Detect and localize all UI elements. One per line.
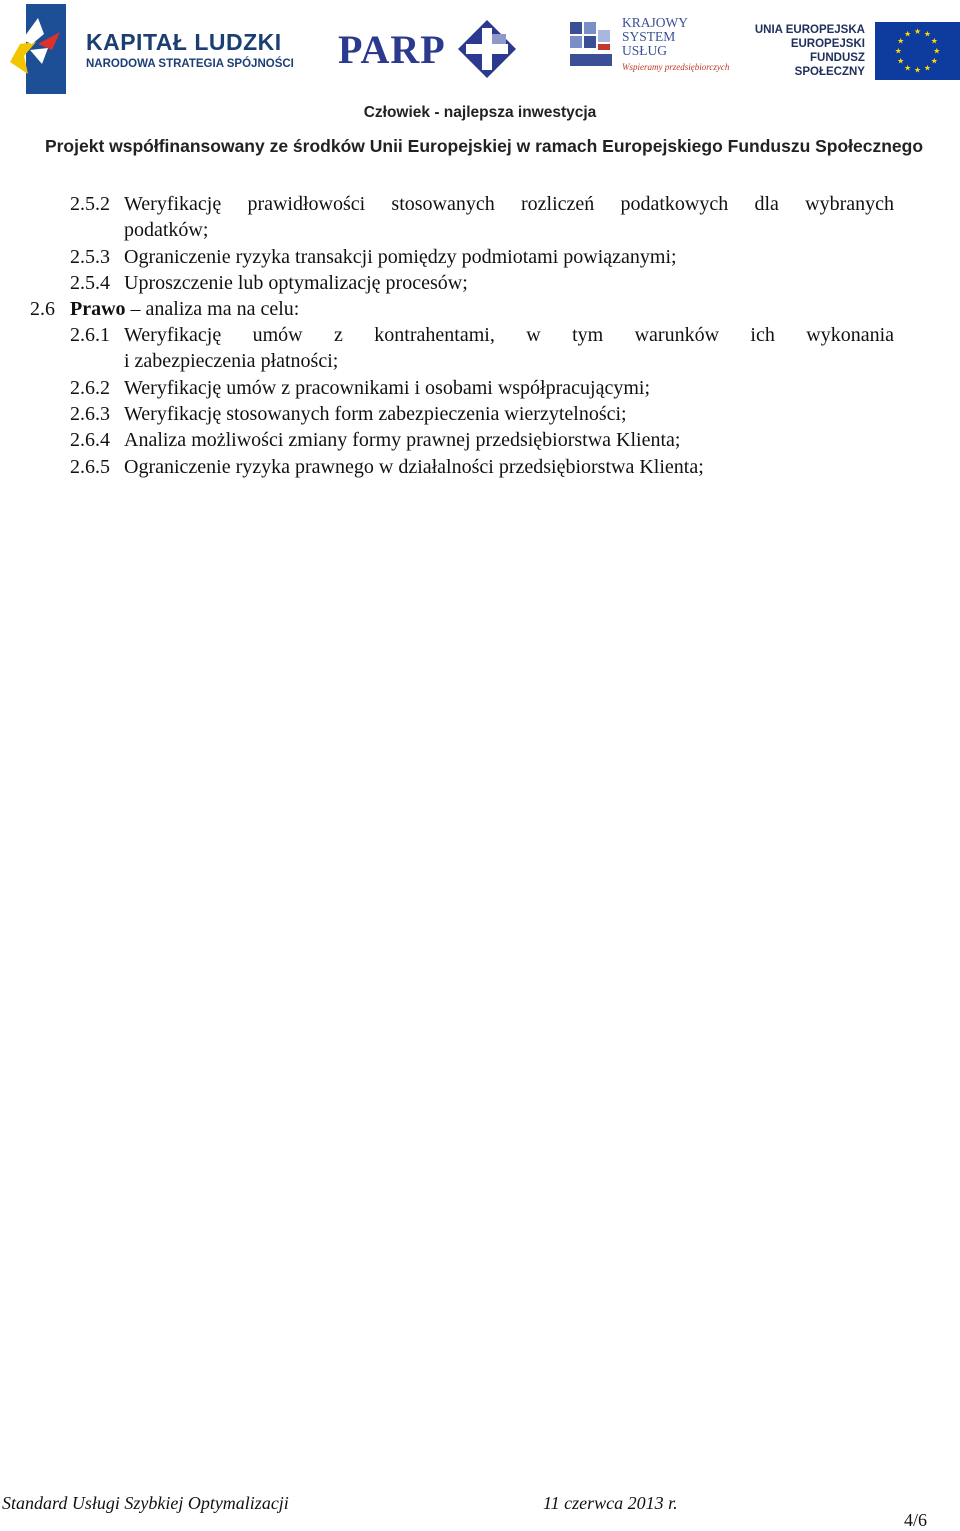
svg-text:★: ★ <box>923 63 931 73</box>
page-number: 4/6 <box>904 1510 928 1530</box>
item-text: Weryfikację prawidłowości stosowanych rozliczeń podatkowych dla wybranych <box>124 193 894 215</box>
item-text: Uproszczenie lub optymalizację procesów; <box>124 272 468 294</box>
ksu-line2: SYSTEM <box>622 29 676 44</box>
item-number: 2.5.4 <box>70 272 110 294</box>
item-text: Ograniczenie ryzyka transakcji pomiędzy podmiotami powiązanymi; <box>124 246 677 268</box>
item-number: 2.6.2 <box>70 377 110 399</box>
svg-text:★: ★ <box>904 63 912 73</box>
slogan: Człowiek - najlepsza inwestycja <box>363 104 597 121</box>
item-number: 2.6.5 <box>70 456 110 478</box>
page-header <box>0 0 960 170</box>
item-text: Weryfikację stosowanych form zabezpieczenia wierzytelności; <box>124 403 627 425</box>
kapital-ludzki-logo <box>8 4 294 94</box>
svg-text:★: ★ <box>897 56 905 66</box>
svg-text:★: ★ <box>933 46 941 56</box>
ksu-line1: KRAJOWY <box>622 15 688 30</box>
item-text-continued: podatków; <box>124 219 209 241</box>
item-number: 2.6.1 <box>70 324 110 346</box>
svg-text:★: ★ <box>897 36 905 46</box>
svg-text:★: ★ <box>930 56 938 66</box>
svg-text:★: ★ <box>913 27 922 37</box>
parp-logo <box>338 18 518 80</box>
item-text: Weryfikację umów z kontrahentami, w tym warunków ich wykonania <box>124 324 894 346</box>
kapital-ludzki-emblem-icon <box>8 4 68 94</box>
svg-text:★: ★ <box>930 36 938 46</box>
eu-line3: FUNDUSZ SPOŁECZNY <box>794 52 865 78</box>
kapital-ludzki-title: KAPITAŁ LUDZKI <box>86 28 282 55</box>
item-text: Weryfikację umów z pracownikami i osobami współpracującymi; <box>124 377 651 399</box>
eu-logo <box>738 22 960 80</box>
section-heading <box>70 297 299 321</box>
eu-flag-icon <box>875 22 960 80</box>
item-number: 2.5.3 <box>70 246 110 268</box>
ksu-logo <box>570 16 729 74</box>
svg-text:★: ★ <box>904 29 912 39</box>
ksu-emblem-icon <box>570 22 616 68</box>
eu-line2: EUROPEJSKI <box>790 38 865 50</box>
eu-line1: UNIA EUROPEJSKA <box>754 24 865 36</box>
footer-date: 11 czerwca 2013 r. <box>543 1493 678 1513</box>
item-number: 2.6.3 <box>70 403 110 425</box>
ksu-line3: USŁUG <box>622 43 668 58</box>
kapital-ludzki-subtitle: NARODOWA STRATEGIA SPÓJNOŚCI <box>86 57 294 70</box>
svg-text:★: ★ <box>913 65 922 75</box>
parp-title: PARP <box>338 26 446 72</box>
item-number: 2.5.2 <box>70 193 110 215</box>
section-heading-bold: Prawo <box>70 298 126 320</box>
item-text: Ograniczenie ryzyka prawnego w działalności przedsiębiorstwa Klienta; <box>124 456 704 478</box>
footer-title: Standard Usługi Szybkiej Optymalizacji <box>2 1493 289 1513</box>
ksu-tagline: Wspieramy przedsiębiorczych <box>622 62 730 72</box>
item-text-continued: i zabezpieczenia płatności; <box>124 350 339 372</box>
section-heading-rest: – analiza ma na celu: <box>125 298 300 320</box>
svg-text:★: ★ <box>894 46 902 56</box>
item-text: Analiza możliwości zmiany formy prawnej przedsiębiorstwa Klienta; <box>124 429 681 451</box>
item-number: 2.6.4 <box>70 429 110 451</box>
svg-text:★: ★ <box>923 29 931 39</box>
section-number: 2.6 <box>30 298 55 320</box>
project-note: Projekt współfinansowany ze środków Unii Europejskiej w ramach Europejskiego Funduszu Społecznego <box>44 136 924 156</box>
parp-emblem-icon <box>456 18 518 80</box>
